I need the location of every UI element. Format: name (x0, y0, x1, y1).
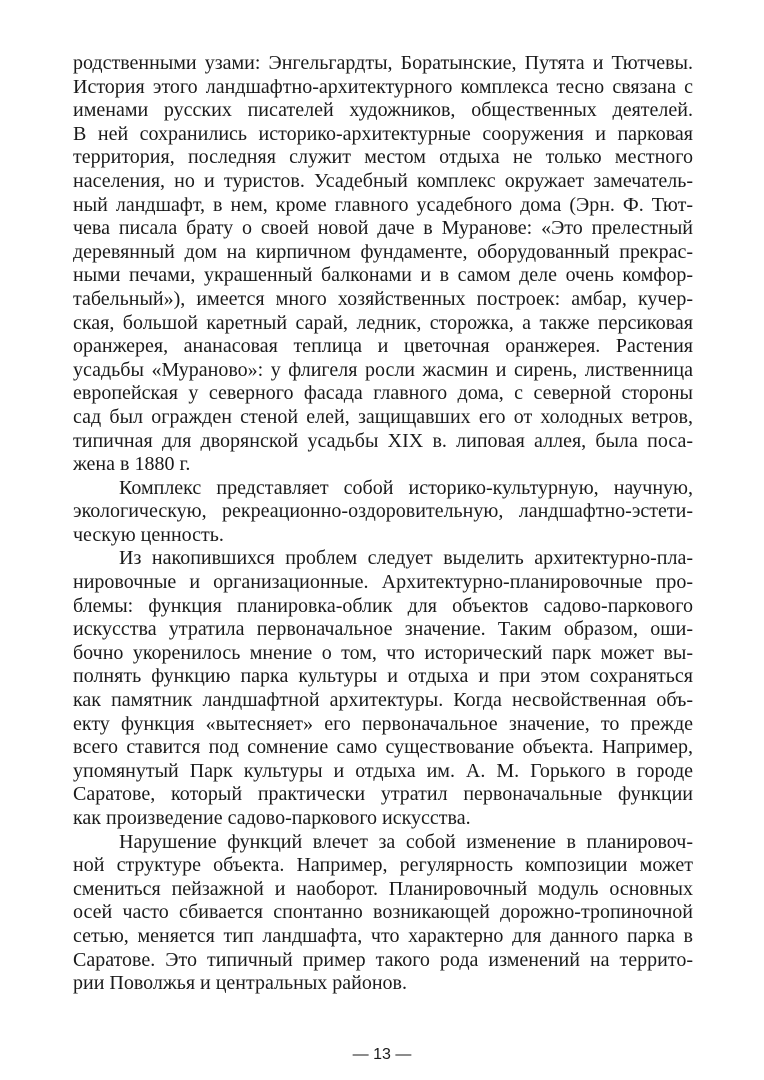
text-line: осей часто сбивается спонтанно возникающей дорожно-тропиночной (73, 901, 693, 924)
text-line: усадьбы «Мураново»: у флигеля росли жасмин и сирень, лиственница (73, 358, 693, 381)
text-line: нировочные и организационные. Архитектурно-планировочные про- (73, 571, 693, 594)
text-line: Нарушение функций влечет за собой изменение в планировоч- (119, 830, 693, 853)
text-line: рии Поволжья и центральных районов. (73, 972, 408, 995)
text-line: упомянутый Парк культуры и отдыха им. А. М. Горького в городе (73, 759, 693, 782)
text-line: как памятник ландшафтной архитектуры. Когда несвойственная объ- (73, 689, 693, 712)
text-line: екту функция «вытесняет» его первоначальное значение, то прежде (73, 712, 693, 735)
paragraph (73, 477, 693, 548)
text-line: чева писала брату о своей новой даче в Муранове: «Это прелестный (73, 217, 693, 240)
text-line: ными печами, украшенный балконами и в самом деле очень комфор- (73, 264, 693, 287)
text-line: жена в 1880 г. (73, 453, 191, 476)
page-number: — 13 — (352, 1046, 412, 1063)
text-line: блемы: функция планировка-облик для объектов садово-паркового (73, 594, 693, 617)
text-line: оранжерея, ананасовая теплица и цветочная оранжерея. Растения (73, 335, 693, 358)
text-line: ская, большой каретный сарай, ледник, сторожка, а также персиковая (73, 311, 693, 334)
text-line: Из накопившихся проблем следует выделить архитектурно-пла- (119, 547, 693, 570)
text-line: всего ставится под сомнение само существование объекта. Например, (73, 736, 693, 759)
text-line: родственными узами: Энгельгардты, Боратынские, Путята и Тютчевы. (73, 52, 693, 74)
text-line: бочно укоренилось мнение о том, что исторический парк может вы- (73, 641, 693, 664)
text-line: История этого ландшафтно-архитектурного комплекса тесно связана с (73, 75, 693, 98)
text-line: европейская у северного фасада главного дома, с северной стороны (73, 382, 693, 405)
text-line: ной структуре объекта. Например, регулярность композиции может (73, 854, 693, 877)
text-line: ческую ценность. (73, 523, 224, 546)
text-line: В ней сохранились историко-архитектурные сооружения и парковая (73, 122, 693, 145)
text-line: ный ландшафт, в нем, кроме главного усадебного дома (Эрн. Ф. Тют- (73, 193, 693, 216)
text-line: Комплекс представляет собой историко-культурную, научную, (119, 476, 693, 499)
text-line: сад был огражден стеной елей, защищавших его от холодных ветров, (73, 405, 693, 428)
paragraph (73, 831, 693, 996)
text-line: полнять функцию парка культуры и отдыха и при этом сохраняться (73, 665, 693, 688)
paragraph (73, 547, 693, 830)
text-line: сетью, меняется тип ландшафта, что характерно для данного парка в (73, 924, 693, 947)
text-line: смениться пейзажной и наоборот. Планировочный модуль основных (73, 877, 693, 900)
body-text (73, 52, 693, 996)
text-line: деревянный дом на кирпичном фундаменте, оборудованный прекрас- (73, 240, 693, 263)
text-line: как произведение садово-паркового искусства. (73, 807, 471, 829)
text-line: населения, но и туристов. Усадебный комплекс окружает замечатель- (73, 169, 693, 192)
text-line: территория, последняя служит местом отдыха не только местного (73, 146, 693, 169)
text-line: типичная для дворянской усадьбы XIX в. липовая аллея, была поса- (73, 429, 693, 452)
text-line: экологическую, рекреационно-оздоровительную, ландшафтно-эстети- (73, 500, 693, 523)
text-line: искусства утратила первоначальное значение. Таким образом, оши- (73, 618, 693, 641)
text-line: табельный»), имеется много хозяйственных построек: амбар, кучер- (73, 287, 693, 310)
paragraph (73, 52, 693, 477)
text-line: именами русских писателей художников, общественных деятелей. (73, 99, 693, 122)
text-line: Саратове, который практически утратил первоначальные функции (73, 783, 693, 806)
text-line: Саратове. Это типичный пример такого рода изменений на террито- (73, 948, 693, 971)
